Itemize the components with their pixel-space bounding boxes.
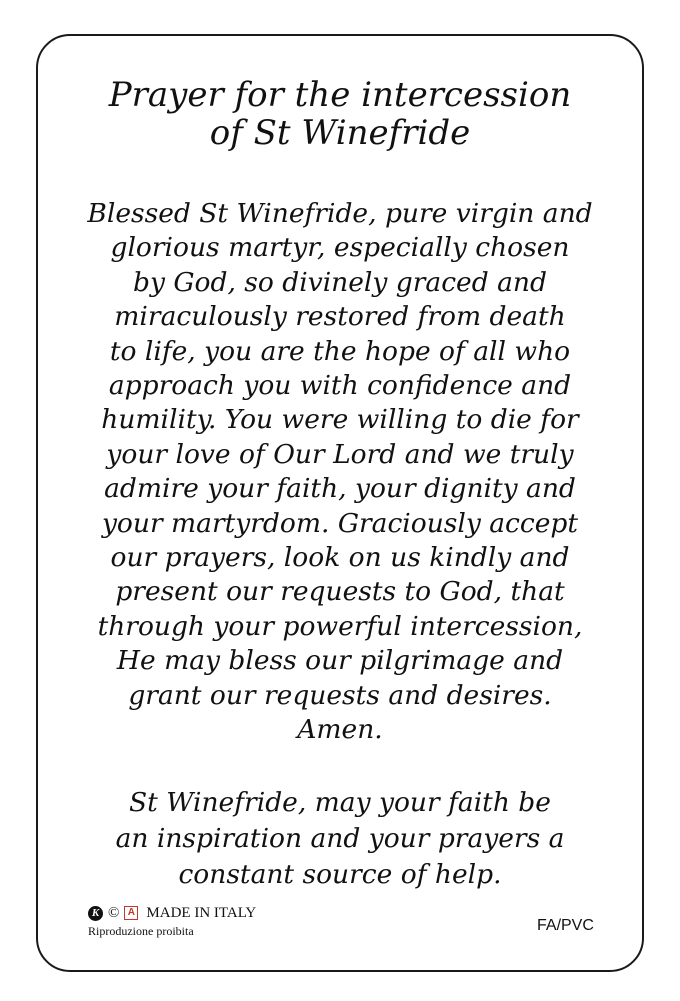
prayer-line: your love of Our Lord and we truly	[106, 438, 574, 470]
prayer-line: approach you with confidence and	[108, 370, 572, 402]
prayer-line: present our requests to God, that	[115, 576, 565, 608]
prayer-line: He may bless our pilgrimage and	[116, 645, 564, 677]
prayer-line: through your powerful intercession,	[97, 610, 583, 642]
copyright-symbol: ©	[108, 905, 120, 921]
amen-line: Amen.	[297, 714, 383, 746]
publisher-marks	[88, 904, 256, 922]
prayer-line: your martyrdom. Graciously accept	[101, 507, 579, 539]
publisher-k-logo-icon: K	[88, 906, 103, 921]
title-line: of St Winefride	[209, 113, 471, 153]
prayer-text	[0, 197, 680, 748]
title-line: Prayer for the intercession	[108, 75, 572, 115]
prayer-line: humility. You were willing to die for	[101, 404, 579, 436]
prayer-line: our prayers, look on us kindly and	[110, 542, 570, 574]
prayer-line: grant our requests and desires.	[128, 679, 552, 711]
prayer-line: admire your faith, your dignity and	[104, 473, 576, 505]
prayer-line: glorious martyr, especially chosen	[110, 232, 570, 264]
publisher-footer	[88, 904, 256, 938]
product-code: FA/PVC	[537, 917, 594, 934]
prayer-title	[0, 76, 680, 152]
blessing-line: an inspiration and your prayers a	[115, 823, 565, 854]
reproduction-notice: Riproduzione proibita	[88, 924, 194, 938]
prayer-line: miraculously restored from death	[114, 301, 566, 333]
blessing-line: constant source of help.	[178, 859, 502, 890]
prayer-line: to life, you are the hope of all who	[109, 335, 571, 367]
blessing-text	[0, 785, 680, 893]
prayer-line: Blessed St Winefride, pure virgin and	[87, 198, 593, 229]
publisher-a-logo-icon: A	[124, 906, 138, 920]
blessing-line: St Winefride, may your faith be	[129, 787, 551, 818]
made-in-label: MADE IN ITALY	[146, 905, 257, 921]
prayer-line: by God, so divinely graced and	[133, 266, 547, 298]
